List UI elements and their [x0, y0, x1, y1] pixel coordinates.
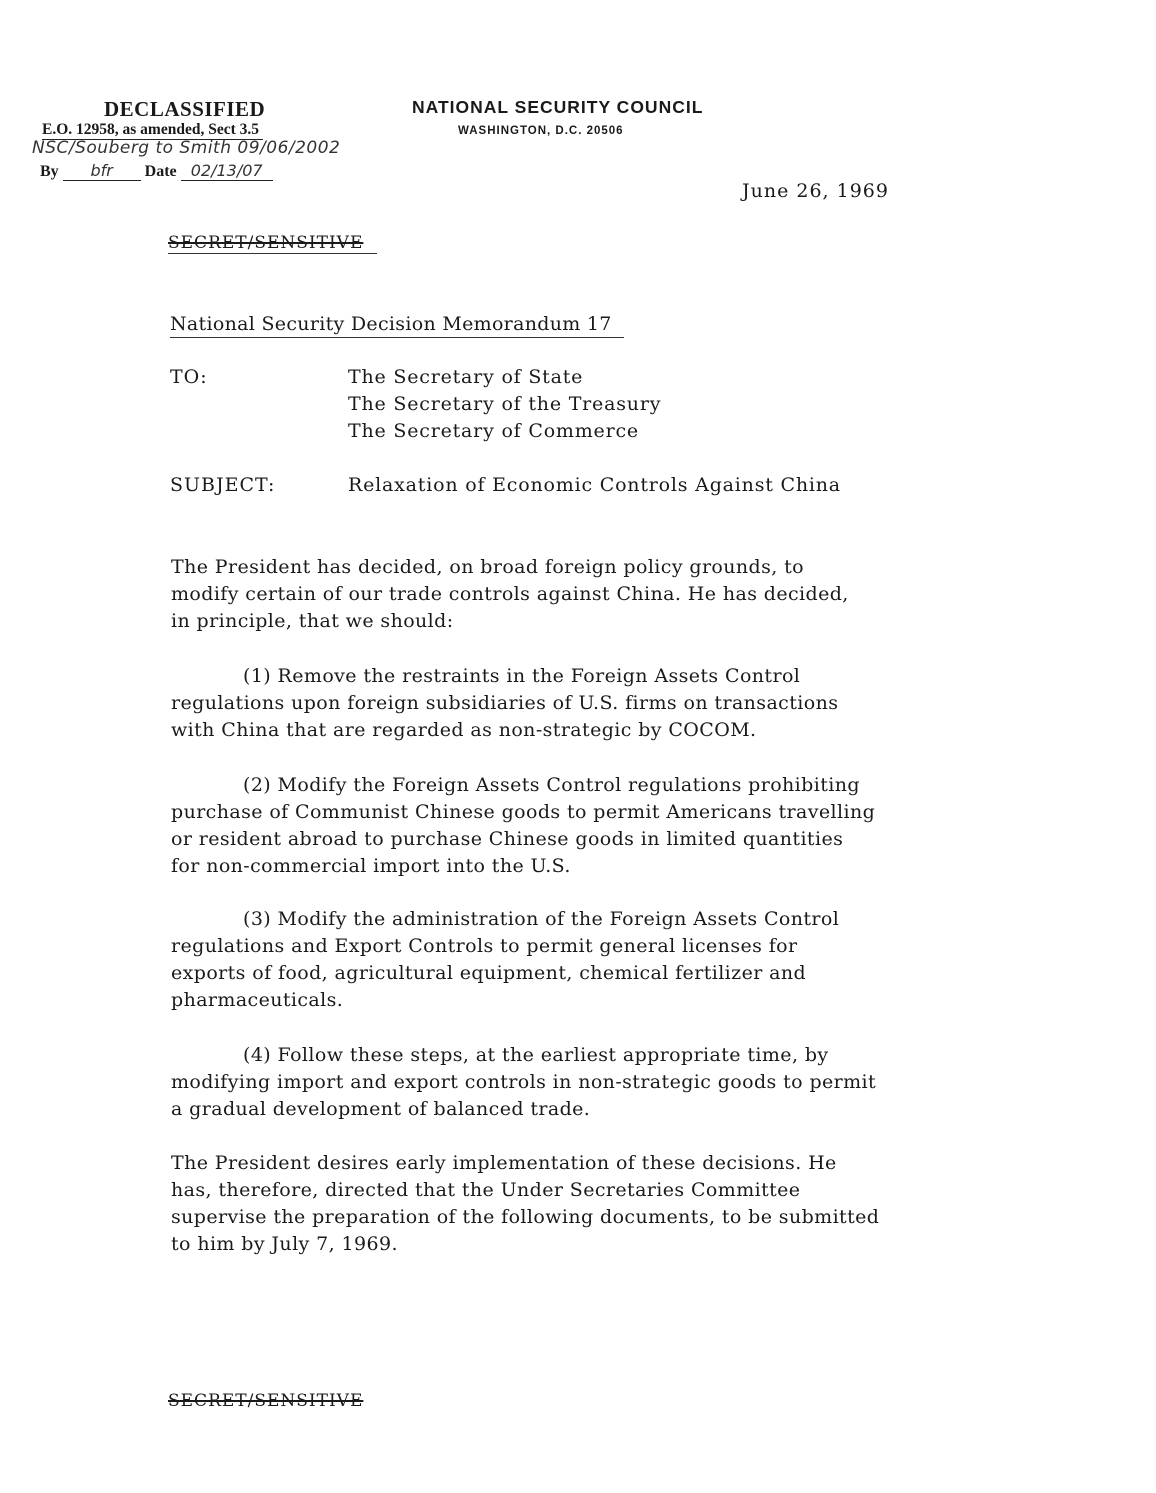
by-label: By — [40, 163, 59, 180]
paragraph-item-1 — [171, 663, 1051, 744]
paragraph-line: (1) Remove the restraints in the Foreign Assets Control — [243, 665, 801, 687]
paragraph-line: The President desires early implementation of these decisions. He — [171, 1152, 837, 1174]
paragraph-line: (2) Modify the Foreign Assets Control regulations prohibiting — [243, 774, 860, 796]
declassified-stamp-title: DECLASSIFIED — [104, 97, 266, 121]
paragraph-item-3 — [171, 906, 1051, 1014]
declassification-by-line — [40, 161, 273, 181]
paragraph-item-4 — [171, 1042, 1051, 1123]
recipient: The Secretary of Commerce — [348, 420, 639, 442]
paragraph-line: with China that are regarded as non-strategic by COCOM. — [171, 719, 757, 741]
declassification-case-handwritten: NSC/Souberg to Smith 09/06/2002 — [32, 138, 341, 158]
memo-date: June 26, 1969 — [742, 180, 889, 202]
paragraph-item-2 — [171, 772, 1051, 880]
to-label: TO: — [170, 366, 208, 388]
declassification-authority: E.O. 12958, as amended, Sect 3.5 — [42, 121, 263, 140]
paragraph-line: regulations upon foreign subsidiaries of U.S. firms on transactions — [171, 692, 839, 714]
paragraph-line: purchase of Communist Chinese goods to permit Americans travelling — [171, 801, 876, 823]
letterhead-name: NATIONAL SECURITY COUNCIL — [412, 97, 704, 117]
subject-text: Relaxation of Economic Controls Against China — [348, 474, 841, 496]
paragraph-line: exports of food, agricultural equipment, chemical fertilizer and — [171, 962, 807, 984]
recipient: The Secretary of State — [348, 366, 584, 388]
letterhead-address: WASHINGTON, D.C. 20506 — [458, 125, 624, 137]
subject-label: SUBJECT: — [170, 474, 276, 496]
paragraph-line: supervise the preparation of the following documents, to be submitted — [171, 1206, 880, 1228]
paragraph-line: pharmaceuticals. — [171, 989, 344, 1011]
classification-marking-top: SECRET/SENSITIVE — [168, 233, 377, 254]
by-initials-handwritten: bfr — [63, 161, 141, 181]
paragraph-closing — [171, 1150, 1051, 1258]
paragraph-line: has, therefore, directed that the Under Secretaries Committee — [171, 1179, 801, 1201]
paragraph-line: (4) Follow these steps, at the earliest appropriate time, by — [243, 1044, 829, 1066]
paragraph-line: regulations and Export Controls to permit general licenses for — [171, 935, 798, 957]
recipient: The Secretary of the Treasury — [348, 393, 662, 415]
paragraph-intro — [171, 554, 1051, 635]
paragraph-line: modify certain of our trade controls against China. He has decided, — [171, 583, 849, 605]
paragraph-line: in principle, that we should: — [171, 610, 454, 632]
paragraph-line: or resident abroad to purchase Chinese goods in limited quantities — [171, 828, 844, 850]
paragraph-line: for non-commercial import into the U.S. — [171, 855, 571, 877]
memo-title: National Security Decision Memorandum 17 — [170, 313, 624, 338]
classification-marking-bottom: SECRET/SENSITIVE — [168, 1391, 364, 1411]
date-label: Date — [144, 163, 177, 180]
paragraph-line: a gradual development of balanced trade. — [171, 1098, 591, 1120]
paragraph-line: modifying import and export controls in non-strategic goods to permit — [171, 1071, 877, 1093]
paragraph-line: to him by July 7, 1969. — [171, 1233, 398, 1255]
declassification-date-handwritten: 02/13/07 — [181, 161, 273, 181]
paragraph-line: (3) Modify the administration of the Foreign Assets Control — [243, 908, 840, 930]
paragraph-line: The President has decided, on broad foreign policy grounds, to — [171, 556, 805, 578]
